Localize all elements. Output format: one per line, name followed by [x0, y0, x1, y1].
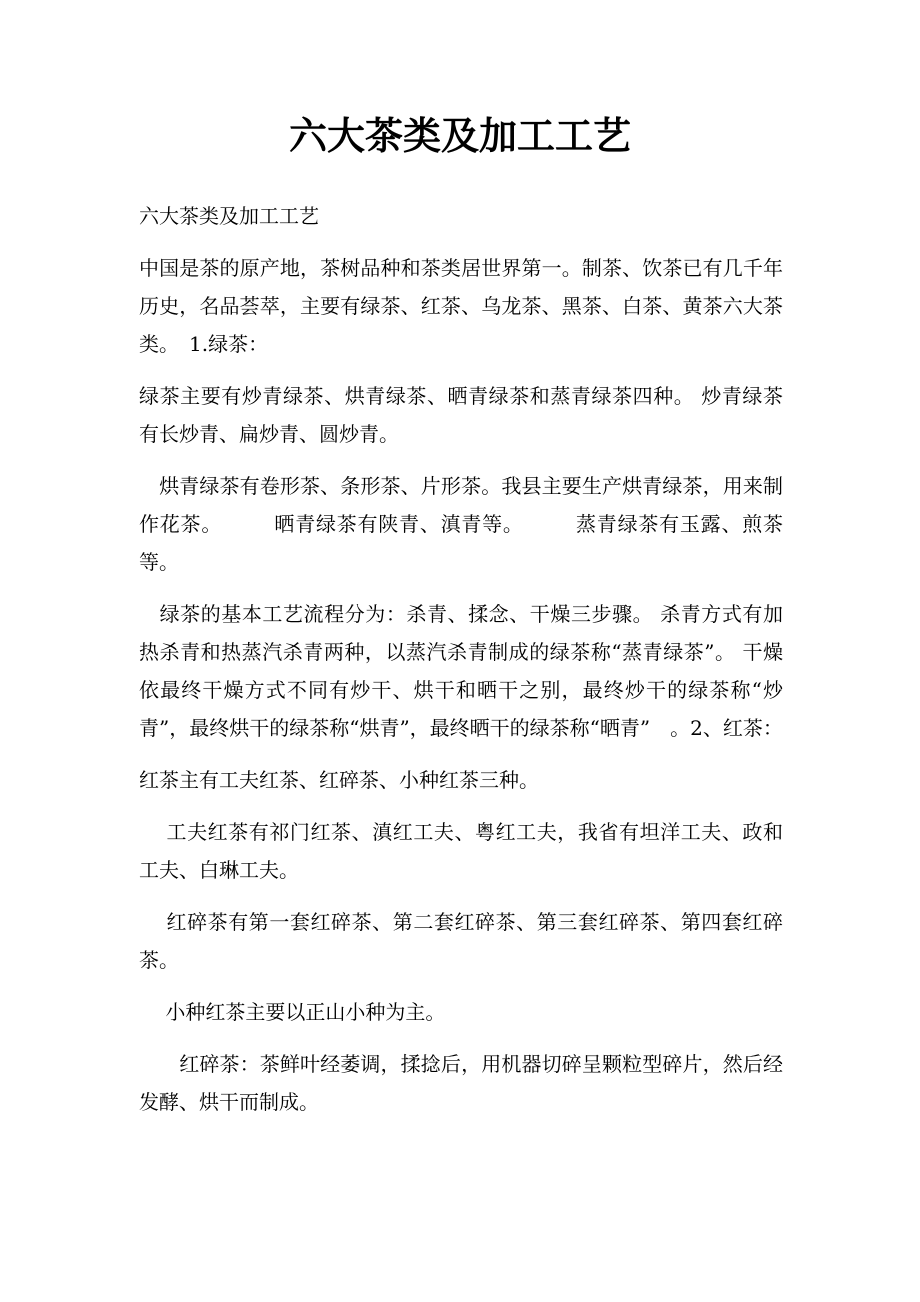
paragraph-broken-tea-process: 红碎茶：茶鲜叶经萎调，揉捻后，用机器切碎呈颗粒型碎片，然后经发酵、烘干而制成。	[139, 1052, 783, 1114]
paragraph-subtitle: 六大茶类及加工工艺	[139, 204, 319, 228]
paragraph-intro: 中国是茶的原产地，茶树品种和茶类居世界第一。制茶、饮茶已有几千年历史，名品荟萃，主要有绿茶、红茶、乌龙茶、黑茶、白茶、黄茶六大茶类。 1.绿茶：	[139, 256, 783, 356]
paragraph-black-tea-types: 红茶主有工夫红茶、红碎茶、小种红茶三种。	[139, 768, 539, 792]
paragraph-souchong-black-tea: 小种红茶主要以正山小种为主。	[139, 1000, 446, 1024]
paragraph-broken-black-tea: 红碎茶有第一套红碎茶、第二套红碎茶、第三套红碎茶、第四套红碎茶。	[139, 910, 783, 972]
page-title: 六大茶类及加工工艺	[288, 113, 631, 158]
paragraph-green-tea-types: 绿茶主要有炒青绿茶、烘青绿茶、晒青绿茶和蒸青绿茶四种。 炒青绿茶有长炒青、扁炒青、圆炒青。	[139, 384, 783, 446]
paragraph-baked-green-tea: 烘青绿茶有卷形茶、条形茶、片形茶。我县主要生产烘青绿茶，用来制作花茶。 晒青绿茶有陕青、滇青等。 蒸青绿茶有玉露、煎茶等。	[139, 474, 783, 574]
paragraph-gongfu-black-tea: 工夫红茶有祁门红茶、滇红工夫、粤红工夫，我省有坦洋工夫、政和工夫、白琳工夫。	[139, 820, 783, 882]
paragraph-green-tea-process: 绿茶的基本工艺流程分为：杀青、揉念、干燥三步骤。 杀青方式有加热杀青和热蒸汽杀青两种，以蒸汽杀青制成的绿茶称“蒸青绿茶”。 干燥依最终干燥方式不同有炒干、烘干和晒干之别，最终炒干的绿茶称“炒青”，最终烘干的绿茶称“烘青”，最终晒干的绿茶称“晒青” 。2、红茶：	[139, 602, 783, 740]
document-body	[139, 197, 783, 1121]
